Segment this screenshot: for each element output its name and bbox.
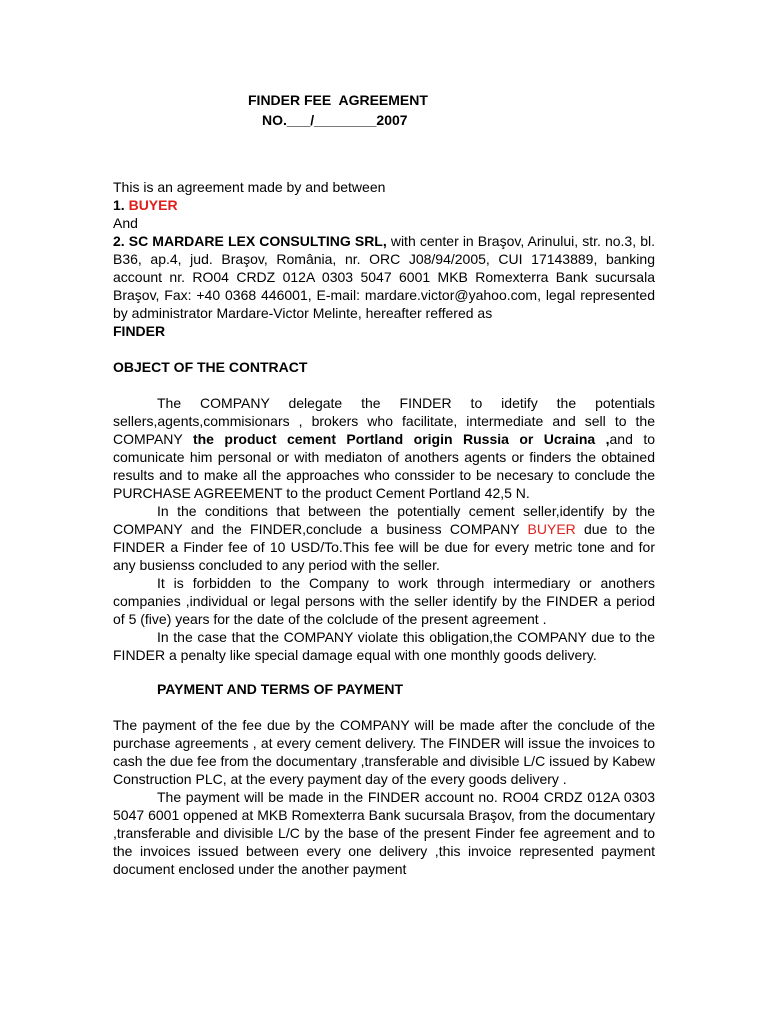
payment-paragraph-2: The payment will be made in the FINDER account no. RO04 CRDZ 012A 0303 5047 6001 oppened at MKB Romexterra Bank sucursala Braşov, from the documentary ,transferable and divisible L/C by the base of the present Finder fee agreement and to the invoices issued between every one delivery ,this invoice represented payment document enclosed under the another payment (113, 789, 655, 877)
object-p2-buyer: BUYER (527, 521, 576, 537)
object-paragraph-2 (113, 502, 655, 574)
object-p1-text-b: and to comunicate him personal or with mediaton of anothers agents or finders the obtained results and to make all the approaches who conssider to be necesary to conclude the PURCHASE AGREEMENT to the product Cement Portland 42,5 N. (113, 431, 656, 501)
party-1-name: BUYER (128, 197, 178, 213)
party-2-name: 2. SC MARDARE LEX CONSULTING SRL, (113, 233, 387, 249)
object-paragraph-4: In the case that the COMPANY violate this obligation,the COMPANY due to the FINDER a penalty like special damage equal with one monthly goods delivery. (113, 629, 655, 663)
object-paragraph-1 (113, 394, 655, 502)
and-line: And (113, 215, 138, 231)
object-p2-text-b: due to the FINDER a Finder fee of 10 USD/To.This fee will be due for every metric tone and for any busienss concluded to any period with the seller. (113, 521, 655, 573)
payment-paragraph-1: The payment of the fee due by the COMPANY will be made after the conclude of the purchase agreements , at every cement delivery. The FINDER will issue the invoices to cash the due fee from the documentary ,transferable and divisible L/C issued by Kabew Construction PLC, at the every payment day of the every goods delivery . (113, 717, 655, 787)
document-body (113, 178, 655, 878)
intro-line: This is an agreement made by and between (113, 179, 386, 195)
object-heading: OBJECT OF THE CONTRACT (113, 359, 308, 375)
title-line-2: NO.___/________2007 (262, 112, 408, 128)
party-2-details: with center in Braşov, Arinului, str. no.3, bl. B36, ap.4, jud. Braşov, România, nr. ORC J08/94/2005, CUI 17143889, banking account nr. RO04 CRDZ 012A 0303 5047 6001 MKB Romexterra Bank sucursala Braşov, Fax: +40 0368 446001, E-mail: mardare.victor@yahoo.com, legal represented by administrator Mardare-Victor Melinte, hereafter reffered as (113, 233, 655, 321)
object-p1-product: the product cement Portland origin Russia or Ucraina , (192, 431, 610, 447)
party-1 (113, 196, 655, 214)
title-line-1: FINDER FEE AGREEMENT (248, 92, 428, 108)
party-2 (113, 232, 655, 322)
object-p1-text-a: The COMPANY delegate the FINDER to idetify the potentials sellers,agents,commisionars , brokers who facilitate, intermediate and sell to the COMPANY (113, 395, 655, 447)
object-p2-text-a: In the conditions that between the potentially cement seller,identify by the COMPANY and the FINDER,conclude a business COMPANY (113, 503, 655, 537)
object-paragraph-3: It is forbidden to the Company to work through intermediary or anothers companies ,individual or legal persons with the seller identify by the FINDER a period of 5 (five) years for the date of the colclude of the present agreement . (113, 575, 655, 627)
finder-label: FINDER (113, 323, 166, 339)
party-1-number: 1. (113, 197, 129, 213)
payment-heading: PAYMENT AND TERMS OF PAYMENT (157, 681, 404, 697)
